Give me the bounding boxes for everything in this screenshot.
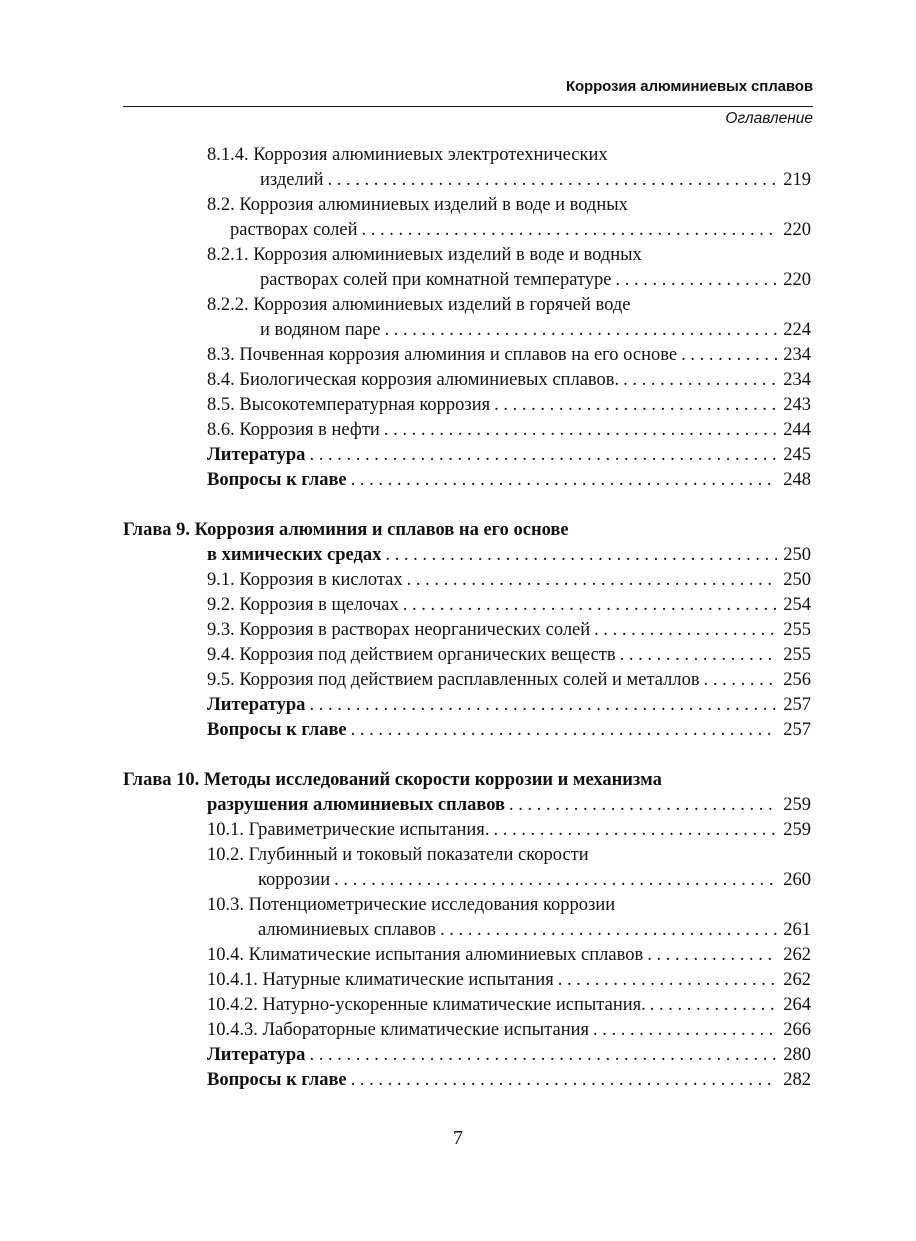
toc-page-number: 245: [783, 445, 811, 465]
toc-page-number: 256: [783, 670, 811, 690]
toc-entry-10-4-1[interactable]: [207, 968, 811, 993]
toc-entry-9-5[interactable]: [207, 668, 811, 693]
toc-page-number: 234: [783, 370, 811, 390]
leader-dots: [620, 643, 777, 668]
toc-page-number: 248: [783, 470, 811, 490]
leader-dots: [362, 218, 777, 243]
leader-dots: [403, 593, 777, 618]
toc-page-number: 260: [783, 870, 811, 890]
toc-entry-text: Вопросы к главе: [207, 470, 347, 490]
toc-entry-text: разрушения алюминиевых сплавов: [207, 795, 505, 815]
toc-entry-10-3-line1: 10.3. Потенциометрические исследования коррозии: [207, 895, 616, 915]
section-label: Оглавление: [725, 110, 813, 127]
toc-page-number: 255: [783, 620, 811, 640]
toc-page-number: 244: [783, 420, 811, 440]
toc-entry-ch9-questions[interactable]: [207, 718, 811, 743]
toc-page-number: 264: [783, 995, 811, 1015]
toc-entry-text: изделий: [260, 170, 324, 190]
leader-dots: [351, 718, 777, 743]
toc-page-number: 219: [783, 170, 811, 190]
toc-entry-10-3[interactable]: [258, 918, 811, 943]
toc-page-number: 280: [783, 1045, 811, 1065]
leader-dots: [593, 1018, 777, 1043]
toc-page-number: 250: [783, 570, 811, 590]
leader-dots: [440, 918, 777, 943]
toc-entry-text: 9.4. Коррозия под действием органических веществ: [207, 645, 616, 665]
toc-page-number: 262: [783, 945, 811, 965]
toc-entry-8-2-line1: 8.2. Коррозия алюминиевых изделий в воде и водных: [207, 195, 628, 215]
toc-page-number: 234: [783, 345, 811, 365]
leader-dots: [623, 368, 777, 393]
toc-entry-ch10-literature[interactable]: [207, 1043, 811, 1068]
toc-entry-text: Вопросы к главе: [207, 720, 347, 740]
toc-entry-8-5[interactable]: [207, 393, 811, 418]
toc-entry-text: Литература: [207, 1045, 306, 1065]
toc-entry-text: коррозии: [258, 870, 331, 890]
leader-dots: [493, 818, 777, 843]
toc-entry-9-1[interactable]: [207, 568, 811, 593]
toc-chapter-10-title-line1: Глава 10. Методы исследований скорости коррозии и механизма: [123, 770, 662, 790]
leader-dots: [509, 793, 777, 818]
header-rule: [123, 106, 813, 107]
toc-page-number: 266: [783, 1020, 811, 1040]
toc-entry-text: 10.4.3. Лабораторные климатические испытания: [207, 1020, 590, 1040]
leader-dots: [309, 693, 777, 718]
toc-entry-ch8-literature[interactable]: [207, 443, 811, 468]
leader-dots: [594, 618, 777, 643]
toc-entry-text: Литература: [207, 695, 306, 715]
toc-entry-ch8-questions[interactable]: [207, 468, 811, 493]
toc-entry-text: 8.4. Биологическая коррозия алюминиевых сплавов.: [207, 370, 620, 390]
toc-entry-10-4-3[interactable]: [207, 1018, 811, 1043]
toc-entry-10-4[interactable]: [207, 943, 811, 968]
toc-entry-10-2[interactable]: [258, 868, 811, 893]
toc-entry-8-2-2-line1: 8.2.2. Коррозия алюминиевых изделий в горячей воде: [207, 295, 631, 315]
toc-entry-8-2-1[interactable]: [260, 268, 811, 293]
toc-page-number: 257: [783, 695, 811, 715]
toc-page-number: 255: [783, 645, 811, 665]
toc-entry-text: 9.5. Коррозия под действием расплавленных солей и металлов: [207, 670, 700, 690]
toc-page-number: 259: [783, 820, 811, 840]
toc-entry-8-6[interactable]: [207, 418, 811, 443]
toc-chapter-9-title-line1: Глава 9. Коррозия алюминия и сплавов на его основе: [123, 520, 569, 540]
toc-page-number: 282: [783, 1070, 811, 1090]
toc-entry-ch10-questions[interactable]: [207, 1068, 811, 1093]
toc-entry-8-1-4[interactable]: [260, 168, 811, 193]
toc-entry-10-2-line1: 10.2. Глубинный и токовый показатели скорости: [207, 845, 589, 865]
toc-entry-text: растворах солей при комнатной температуре: [260, 270, 612, 290]
toc-entry-text: 8.5. Высокотемпературная коррозия: [207, 395, 491, 415]
toc-entry-9-3[interactable]: [207, 618, 811, 643]
toc-page-number: 262: [783, 970, 811, 990]
toc-entry-8-3[interactable]: [207, 343, 811, 368]
toc-entry-text: и водяном паре: [260, 320, 381, 340]
toc-entry-8-1-4-line1: 8.1.4. Коррозия алюминиевых электротехнических: [207, 145, 608, 165]
toc-entry-text: Вопросы к главе: [207, 1070, 347, 1090]
toc-entry-text: алюминиевых сплавов: [258, 920, 436, 940]
toc-entry-text: 8.6. Коррозия в нефти: [207, 420, 380, 440]
toc-entry-8-2-1-line1: 8.2.1. Коррозия алюминиевых изделий в воде и водных: [207, 245, 642, 265]
toc-page-number: 259: [783, 795, 811, 815]
toc-entry-10-4-2[interactable]: [207, 993, 811, 1018]
toc-entry-text: 9.2. Коррозия в щелочах: [207, 595, 399, 615]
leader-dots: [328, 168, 777, 193]
toc-entry-text: Литература: [207, 445, 306, 465]
toc-entry-8-2[interactable]: [230, 218, 811, 243]
toc-entry-9-4[interactable]: [207, 643, 811, 668]
page-number: 7: [453, 1127, 463, 1149]
leader-dots: [494, 393, 777, 418]
toc-entry-8-2-2[interactable]: [260, 318, 811, 343]
toc-page-number: 220: [783, 270, 811, 290]
leader-dots: [351, 468, 777, 493]
leader-dots: [334, 868, 777, 893]
leader-dots: [647, 943, 777, 968]
toc-entry-ch9-literature[interactable]: [207, 693, 811, 718]
toc-entry-text: 10.4.2. Натурно-ускоренные климатические испытания.: [207, 995, 646, 1015]
toc-page-number: 220: [783, 220, 811, 240]
toc-entry-text: 10.4.1. Натурные климатические испытания: [207, 970, 554, 990]
toc-entry-9-2[interactable]: [207, 593, 811, 618]
toc-page-number: 254: [783, 595, 811, 615]
leader-dots: [384, 318, 777, 343]
leader-dots: [681, 343, 777, 368]
toc-entry-text: 9.3. Коррозия в растворах неорганических солей: [207, 620, 591, 640]
leader-dots: [384, 418, 777, 443]
toc-chapter-10[interactable]: [207, 793, 811, 818]
leader-dots: [616, 268, 777, 293]
leader-dots: [351, 1068, 777, 1093]
toc-entry-text: 10.1. Гравиметрические испытания.: [207, 820, 490, 840]
toc-page-number: 224: [783, 320, 811, 340]
toc-entry-10-1[interactable]: [207, 818, 811, 843]
toc-chapter-9[interactable]: [207, 543, 811, 568]
leader-dots: [558, 968, 777, 993]
toc-page-number: 243: [783, 395, 811, 415]
toc-entry-text: 9.1. Коррозия в кислотах: [207, 570, 403, 590]
leader-dots: [704, 668, 777, 693]
toc-entry-8-4[interactable]: [207, 368, 811, 393]
toc-entry-text: в химических средах: [207, 545, 382, 565]
toc-page-number: 261: [783, 920, 811, 940]
toc-entry-text: растворах солей: [230, 220, 358, 240]
toc-entry-text: 8.3. Почвенная коррозия алюминия и сплавов на его основе: [207, 345, 678, 365]
leader-dots: [650, 993, 777, 1018]
toc-entry-text: 10.4. Климатические испытания алюминиевых сплавов: [207, 945, 644, 965]
toc-page-number: 250: [783, 545, 811, 565]
toc-page-number: 257: [783, 720, 811, 740]
leader-dots: [385, 543, 777, 568]
running-title: Коррозия алюминиевых сплавов: [565, 78, 813, 95]
leader-dots: [309, 1043, 777, 1068]
leader-dots: [309, 443, 777, 468]
leader-dots: [407, 568, 777, 593]
